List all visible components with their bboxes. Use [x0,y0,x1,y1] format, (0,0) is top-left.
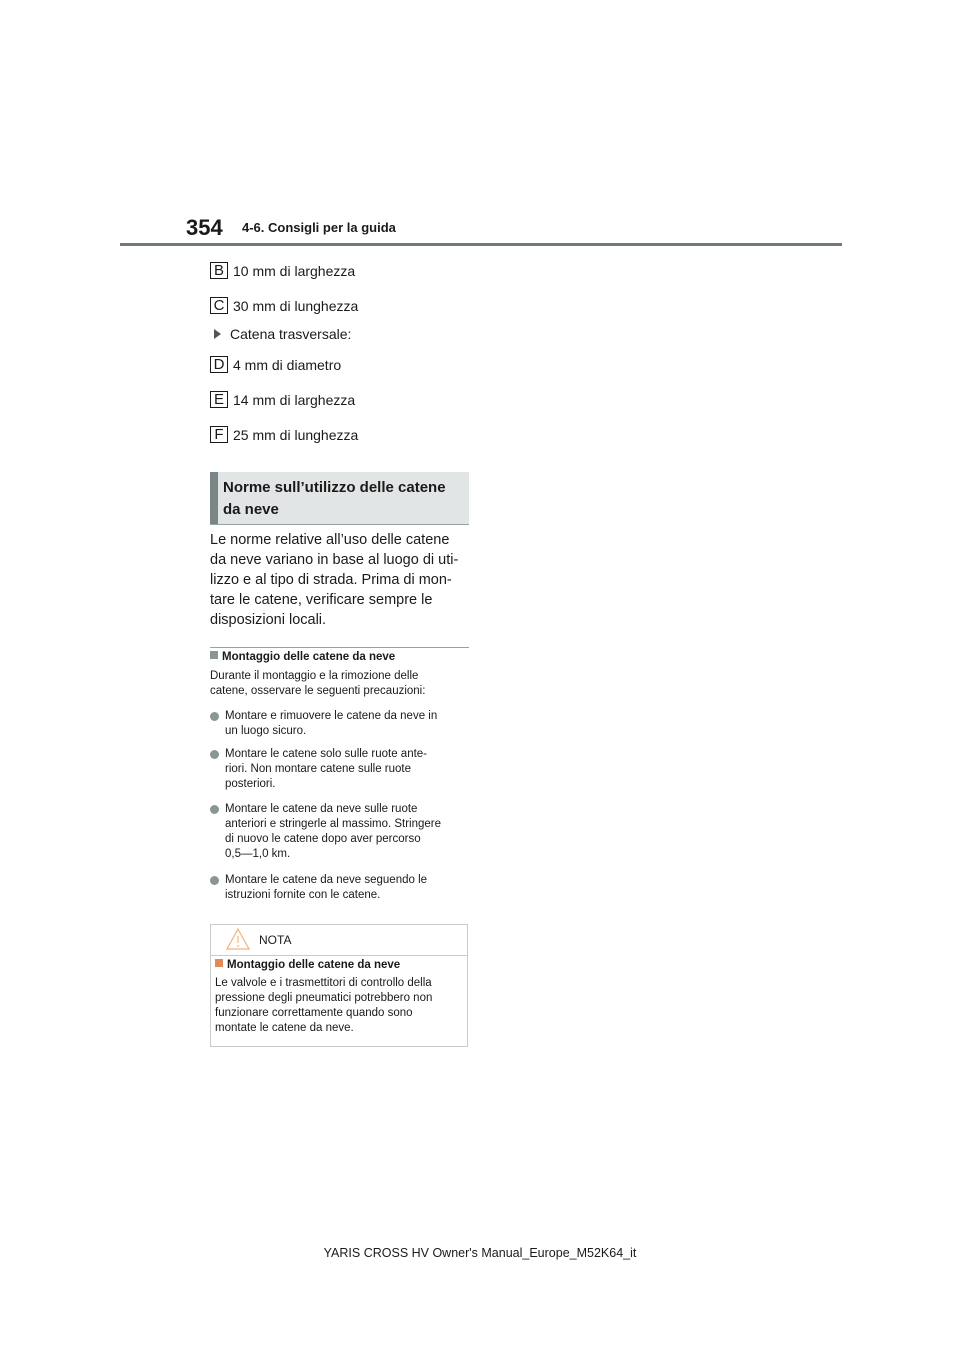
square-bullet-icon [215,959,223,967]
bullet-item: Montare le catene da neve seguendo le istruzioni fornite con le catene. [210,873,472,903]
letter-badge: D [210,356,228,373]
bullet-item: Montare e rimuovere le catene da neve in un luogo sicuro. [210,709,472,739]
divider [210,647,469,648]
list-item-f [210,426,358,443]
square-bullet-icon [210,651,218,659]
note-heading: Montaggio delle catene da neve [215,959,400,971]
list-item-text: 25 mm di lunghezza [233,426,359,443]
bullet-item: Montare le catene solo sulle ruote ante- riori. Non montare catene sulle ruote posteriori. [210,747,472,792]
transverse-chain-label [214,326,351,342]
circle-bullet-icon [210,712,219,721]
mounting-heading: Montaggio delle catene da neve [210,651,395,663]
circle-bullet-icon [210,805,219,814]
section-title: 4-6. Consigli per la guida [242,220,396,235]
note-box [210,924,468,1047]
list-item-text: 10 mm di larghezza [233,262,356,279]
list-item-text: 4 mm di diametro [233,356,342,373]
circle-bullet-icon [210,750,219,759]
heading-accent-bar [210,472,218,524]
note-text: Le valvole e i trasmettitori di controllo della pressione degli pneumatici potrebbero non funzionare correttamente quando sono montate le catene da neve. [215,977,433,1034]
circle-bullet-icon [210,876,219,885]
letter-badge: E [210,391,228,408]
note-label: NOTA [259,933,292,947]
list-item-d [210,356,341,373]
list-item-b [210,262,355,279]
transverse-chain-text: Catena trasversale: [230,326,352,342]
triangle-bullet-icon [214,329,221,339]
letter-badge: C [210,297,228,314]
header-rule [120,243,842,246]
list-item-e [210,391,355,408]
page-number: 354 [186,215,223,240]
list-item-c [210,297,358,314]
mounting-description: Durante il montaggio e la rimozione delle catene, osservare le seguenti precauzioni: [210,670,426,697]
intro-paragraph: Le norme relative all’uso delle catene da neve variano in base al luogo di uti- lizzo e al tipo di strada. Prima di mon- tare le catene, verificare sempre le disposizioni locali. [210,532,459,628]
warning-triangle-icon [225,927,251,951]
letter-badge: B [210,262,228,279]
bullet-item: Montare le catene da neve sulle ruote anteriori e stringerle al massimo. Stringere di nuovo le catene dopo aver percorso 0,5—1,0 km. [210,802,472,862]
section-heading: Norme sull’utilizzo delle catene da neve [223,479,446,518]
list-item-text: 30 mm di lunghezza [233,297,359,314]
footer-manual-id: YARIS CROSS HV Owner's Manual_Europe_M52K64_it [323,1246,637,1260]
section-heading-box [210,472,469,525]
list-item-text: 14 mm di larghezza [233,391,356,408]
note-header [211,925,467,956]
letter-badge: F [210,426,228,443]
